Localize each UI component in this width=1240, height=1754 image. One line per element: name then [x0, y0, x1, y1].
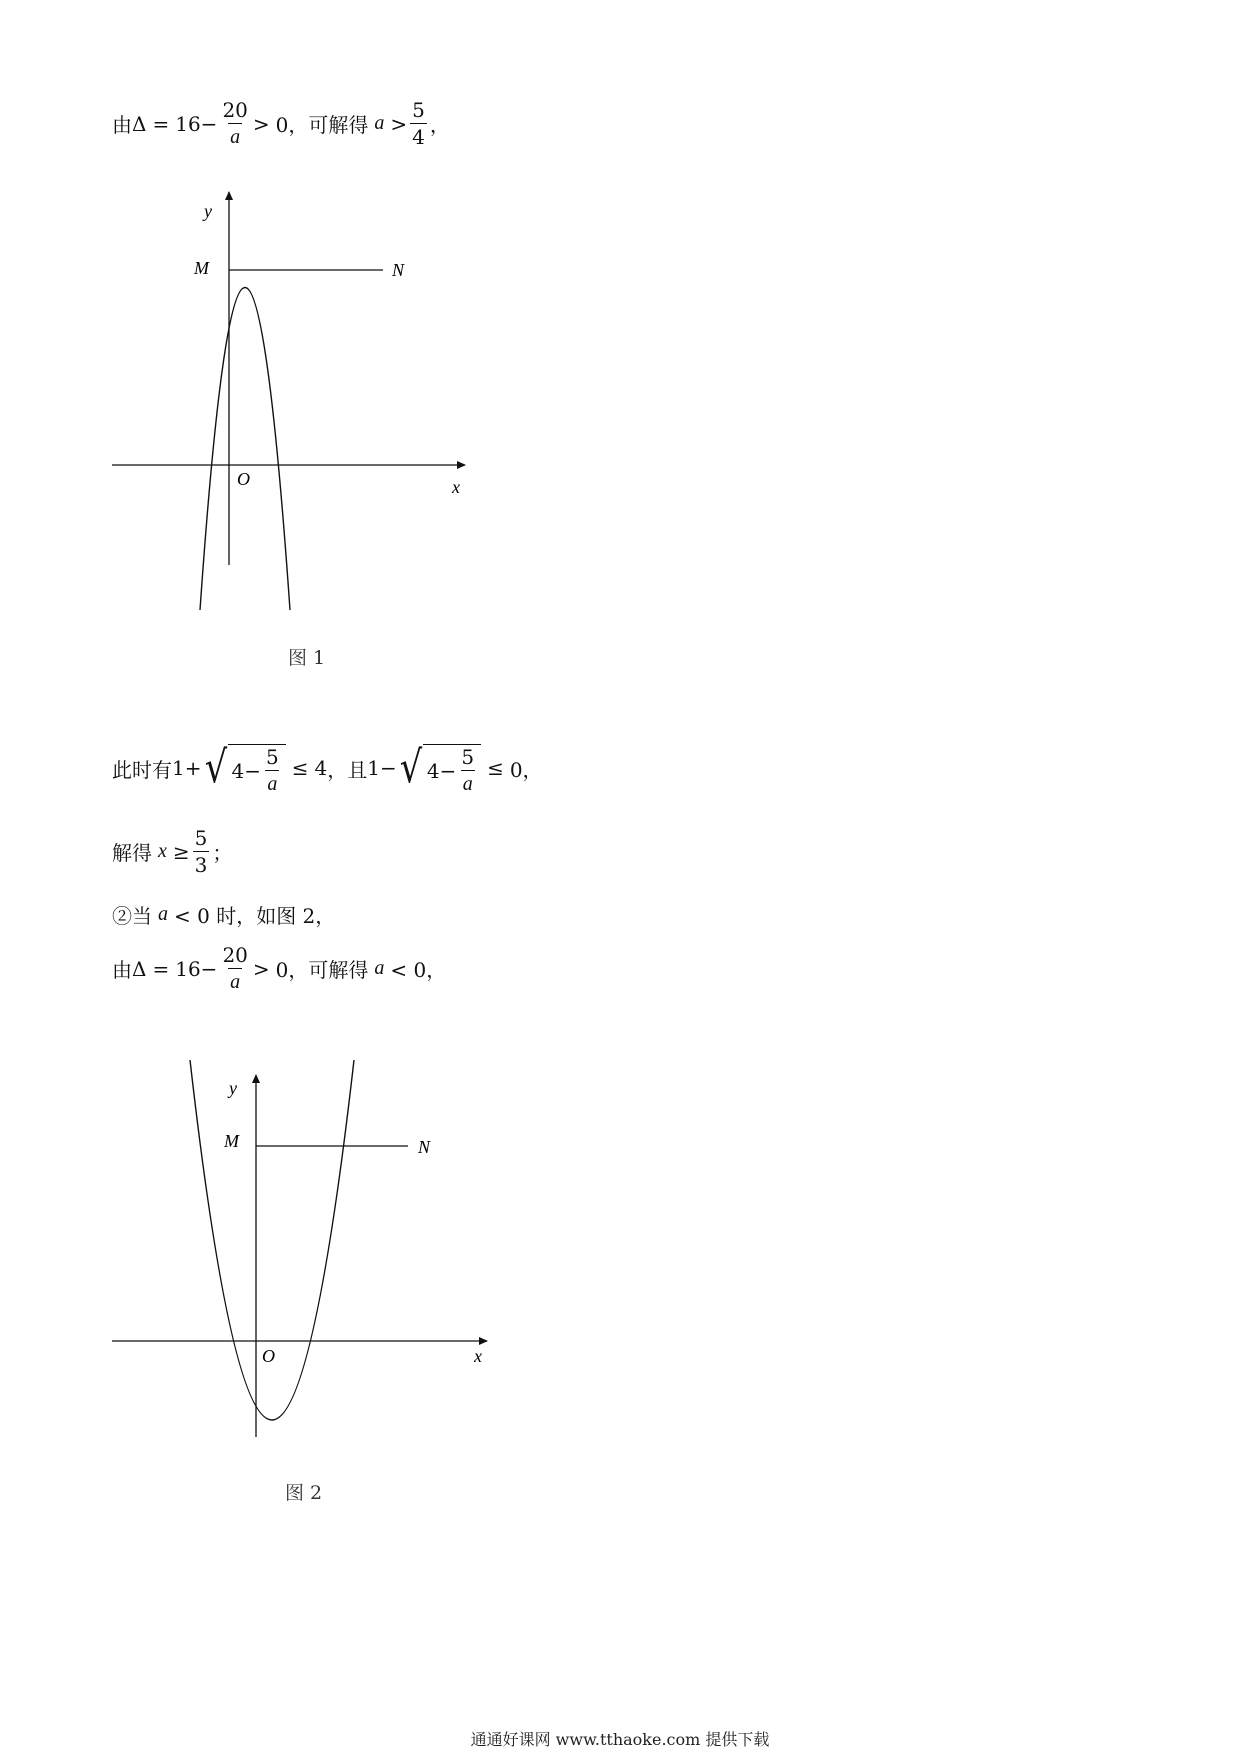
number: 4	[231, 758, 245, 783]
greater-than: >	[390, 111, 408, 136]
parabola-upward	[190, 1060, 354, 1420]
minus: −	[200, 956, 218, 981]
greater-than: >	[252, 111, 270, 136]
point-N-label: N	[418, 1137, 431, 1157]
minus: −	[244, 758, 262, 783]
text: ，且	[327, 757, 368, 782]
square-root: √ 4 − $\frac{5}{a}$	[397, 742, 481, 794]
equals: =	[152, 956, 170, 981]
numerator: 5	[194, 826, 208, 850]
numerator: 5	[461, 745, 475, 769]
figure-2-caption: 图 2	[285, 1482, 323, 1504]
text: 由	[112, 958, 132, 982]
number: 16	[175, 956, 201, 981]
text: 解得	[112, 841, 152, 865]
plus: +	[184, 756, 202, 780]
text: < 0 时，如图 2，	[174, 904, 336, 928]
denominator: a	[265, 770, 279, 794]
variable-a: a	[158, 903, 168, 925]
denominator: 4	[412, 125, 425, 149]
text: 0，	[275, 958, 309, 982]
minus: −	[200, 111, 218, 136]
text: 可解得	[308, 958, 369, 982]
page-footer: 通通好课网 www.tthaoke.com 提供下载	[470, 1730, 770, 1749]
delta-symbol: Δ	[132, 956, 147, 981]
greater-equal: ≥	[172, 839, 190, 864]
greater-than: >	[252, 956, 270, 981]
x-label: x	[452, 477, 460, 497]
numerator: 20	[222, 943, 248, 967]
denominator: 3	[194, 853, 208, 877]
equals: =	[152, 111, 170, 136]
text: ；	[212, 841, 233, 865]
origin-label: O	[262, 1346, 275, 1366]
denominator: a	[228, 968, 242, 992]
less-equal: ≤	[291, 756, 309, 780]
x-label: x	[474, 1346, 482, 1366]
denominator: a	[228, 123, 242, 147]
number: 1	[367, 756, 381, 780]
number: 4	[314, 756, 328, 780]
figure-1-caption: 图 1	[288, 647, 326, 669]
text: < 0，	[390, 958, 447, 982]
point-M-label: M	[224, 1131, 239, 1151]
number: 1	[172, 756, 185, 780]
point-M-label: M	[194, 258, 209, 278]
variable-a: a	[374, 112, 385, 134]
less-equal: ≤	[487, 756, 504, 780]
text: ②当	[112, 904, 152, 928]
minus: −	[380, 756, 397, 780]
numerator: 5	[412, 98, 425, 122]
numerator: 20	[222, 98, 248, 122]
number: 16	[175, 111, 201, 136]
numerator: 5	[266, 745, 279, 769]
text: ，	[429, 113, 450, 137]
text: 可解得	[308, 113, 369, 137]
number: 4	[426, 758, 440, 783]
variable-a: a	[374, 957, 385, 979]
point-N-label: N	[392, 260, 405, 280]
text: 由	[112, 113, 132, 137]
delta-symbol: Δ	[132, 111, 147, 136]
variable-x: x	[158, 840, 167, 862]
text: 0，	[509, 757, 543, 782]
denominator: a	[461, 770, 475, 794]
origin-label: O	[237, 469, 250, 489]
y-label: y	[204, 201, 212, 221]
text: 0，	[275, 113, 309, 137]
minus: −	[439, 758, 457, 783]
text: 此时有	[112, 757, 172, 782]
y-label: y	[229, 1078, 237, 1098]
square-root: √ 4 − $\frac{5}{a}$	[202, 742, 286, 794]
